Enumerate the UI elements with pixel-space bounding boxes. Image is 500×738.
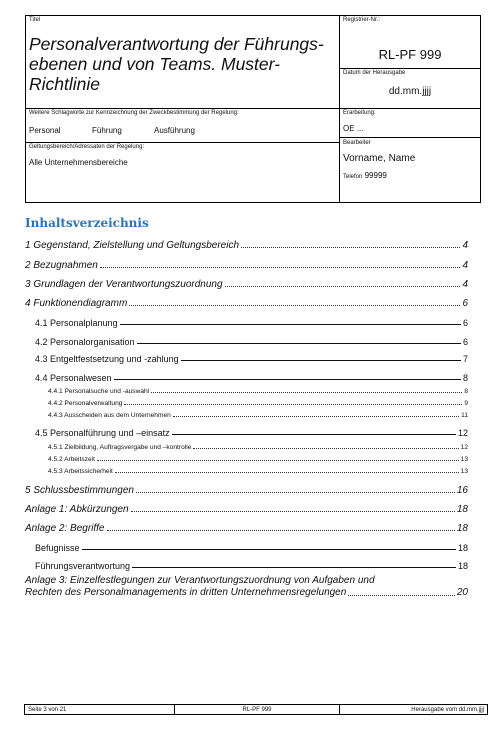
- keyword-3: Ausführung: [154, 126, 195, 135]
- toc-page-number: 8: [464, 388, 468, 395]
- toc-entry-text: 2 Bezugnahmen: [25, 260, 98, 271]
- toc-entry-text: Befugnisse: [35, 543, 80, 553]
- toc-entry-text: 4.5 Personalführung und –einsatz: [35, 428, 170, 438]
- toc-entry-text: 5 Schlussbestimmungen: [25, 485, 134, 496]
- header-right-column: [340, 16, 480, 202]
- toc-page-number: 6: [462, 337, 468, 347]
- editor-label: Bearbeiter: [343, 140, 371, 146]
- toc-entry[interactable]: [35, 314, 468, 328]
- toc-title: Inhaltsverzeichnis: [25, 216, 149, 230]
- toc-entry[interactable]: [25, 237, 468, 251]
- editing-unit: OE ...: [343, 124, 364, 133]
- toc-entry[interactable]: [25, 276, 468, 290]
- toc-entry-text: Anlage 1: Abkürzungen: [25, 504, 129, 515]
- toc-leader: [82, 549, 456, 550]
- divider: [26, 108, 339, 109]
- footer-edition: Herausgabe vom dd.mm.jjjj: [411, 706, 484, 713]
- scope-label: Geltungsbereich/Adressaten der Regelung:: [29, 144, 145, 150]
- toc-leader: [107, 530, 455, 531]
- toc-page-number: 6: [462, 298, 468, 309]
- toc-entry-text: 4.2 Personalorganisation: [35, 337, 135, 347]
- toc-entry[interactable]: [35, 539, 468, 553]
- toc-page-number: 12: [457, 428, 468, 438]
- toc-entry-text: 3 Grundlagen der Verantwortungszuordnung: [25, 279, 223, 290]
- toc-leader: [114, 379, 461, 380]
- toc-page-number: 18: [457, 543, 468, 553]
- document-title: [29, 34, 335, 94]
- toc-page-number: 12: [460, 444, 468, 451]
- toc-entry[interactable]: [48, 461, 468, 475]
- divider: [26, 142, 339, 143]
- divider: [340, 108, 480, 109]
- toc-entry-text: 4.4 Personalwesen: [35, 373, 112, 383]
- toc-leader: [100, 267, 461, 268]
- toc-leader: [131, 511, 455, 512]
- toc-leader: [348, 595, 455, 596]
- toc-entry[interactable]: [35, 333, 468, 347]
- toc-entry-text-line-2: Rechten des Personalmanagements in dritten Unternehmensregelungen: [25, 587, 347, 598]
- title-line-1: Personalverantwortung der Führungs-: [29, 34, 324, 54]
- toc-entry[interactable]: [25, 295, 468, 309]
- toc-leader: [136, 492, 455, 493]
- phone-number: 99999: [364, 171, 387, 180]
- toc-page-number: 9: [464, 400, 468, 407]
- toc-entry[interactable]: [25, 501, 468, 515]
- toc-entry-text: 4.5.2 Arbeitszeit: [48, 456, 95, 463]
- toc-leader: [181, 360, 461, 361]
- toc-page-number: 6: [462, 318, 468, 328]
- toc-page-number: 4: [462, 279, 468, 290]
- toc-page-number: 18: [456, 504, 468, 515]
- toc-page-number: 16: [456, 485, 468, 496]
- toc-entry[interactable]: [25, 575, 468, 599]
- editing-label: Erarbeitung:: [343, 110, 376, 116]
- footer-page-info: Seite 3 von 21: [25, 705, 175, 714]
- phone-label: Telefon: [343, 174, 363, 180]
- editor-name: Vorname, Name: [343, 153, 416, 164]
- toc-entry[interactable]: [48, 405, 468, 419]
- keyword-2: Führung: [92, 126, 122, 135]
- toc-page-number: 8: [462, 373, 468, 383]
- registration-label: Registrier-Nr.:: [343, 17, 381, 23]
- toc-page-number: 13: [460, 456, 468, 463]
- toc-entry-text: 4.5.3 Arbeitssicherheit: [48, 468, 113, 475]
- editor-phone: [343, 171, 387, 180]
- toc-leader: [172, 434, 456, 435]
- toc-leader: [241, 247, 460, 248]
- toc-entry[interactable]: [25, 257, 468, 271]
- header-left-column: [26, 16, 340, 202]
- date-label: Datum der Herausgabe: [343, 70, 406, 76]
- title-label: Titel: [29, 17, 41, 23]
- toc-entry-text: 1 Gegenstand, Zielstellung und Geltungsbereich: [25, 240, 240, 251]
- keywords-label: Weitere Schlagworte zur Kennzeichnung der Zweckbestimmung der Regelung:: [29, 110, 239, 116]
- toc-entry-text: 4 Funktionendiagramm: [25, 298, 128, 309]
- divider: [340, 68, 480, 69]
- toc-page-number: 11: [461, 412, 468, 419]
- toc-leader: [129, 305, 460, 306]
- toc-entry-text: 4.1 Personalplanung: [35, 318, 118, 328]
- toc-entry-text: 4.4.1 Personalsuche und -auswahl: [48, 388, 150, 395]
- toc-leader: [137, 343, 461, 344]
- toc-leader: [120, 324, 461, 325]
- title-line-3: Richtlinie: [29, 74, 100, 94]
- toc-page-number: 20: [456, 587, 468, 598]
- toc-entry-line-2: [25, 587, 468, 599]
- page-footer: [24, 704, 488, 715]
- toc-leader: [132, 567, 456, 568]
- issue-date: dd.mm.jjjj: [388, 86, 432, 97]
- toc-page-number: 18: [456, 523, 468, 534]
- toc-leader: [115, 472, 459, 473]
- toc-entry-text-line-1: Anlage 3: Einzelfestlegungen zur Verantwortungszuordnung von Aufgaben und: [25, 575, 375, 586]
- toc-page-number: 4: [462, 240, 468, 251]
- registration-number: RL-PF 999: [378, 47, 442, 62]
- toc-entry-text: Anlage 2: Begriffe: [25, 523, 105, 534]
- toc-leader: [225, 286, 461, 287]
- toc-entry-text: 4.4.2 Personalverwaltung: [48, 400, 123, 407]
- title-line-2: ebenen und von Teams. Muster-: [29, 54, 280, 74]
- toc-entry[interactable]: [25, 520, 468, 534]
- toc-entry[interactable]: [35, 424, 468, 438]
- toc-entry-text: 4.5.1 Zielbildung, Auftragsvergabe und –kontrolle: [48, 444, 192, 451]
- toc-entry-text: Führungsverantwortung: [35, 561, 131, 571]
- toc-page-number: 18: [457, 561, 468, 571]
- toc-entry[interactable]: [25, 482, 468, 496]
- toc-page-number: 13: [460, 468, 468, 475]
- divider: [340, 137, 480, 138]
- keyword-1: Personal: [29, 126, 61, 135]
- toc-entry-text: 4.4.3 Ausscheiden aus dem Unternehmen: [48, 412, 171, 419]
- document-header-box: [25, 15, 481, 203]
- scope-value: Alle Unternehmensbereiche: [29, 158, 128, 167]
- toc-entry-text: 4.3 Entgeltfestsetzung und -zahlung: [35, 354, 179, 364]
- toc-page-number: 4: [462, 260, 468, 271]
- toc-page-number: 7: [462, 354, 468, 364]
- footer-doc-id: RL-PF 999: [175, 705, 340, 714]
- toc-leader: [173, 416, 459, 417]
- toc-entry[interactable]: [35, 557, 468, 571]
- toc-entry[interactable]: [35, 350, 468, 364]
